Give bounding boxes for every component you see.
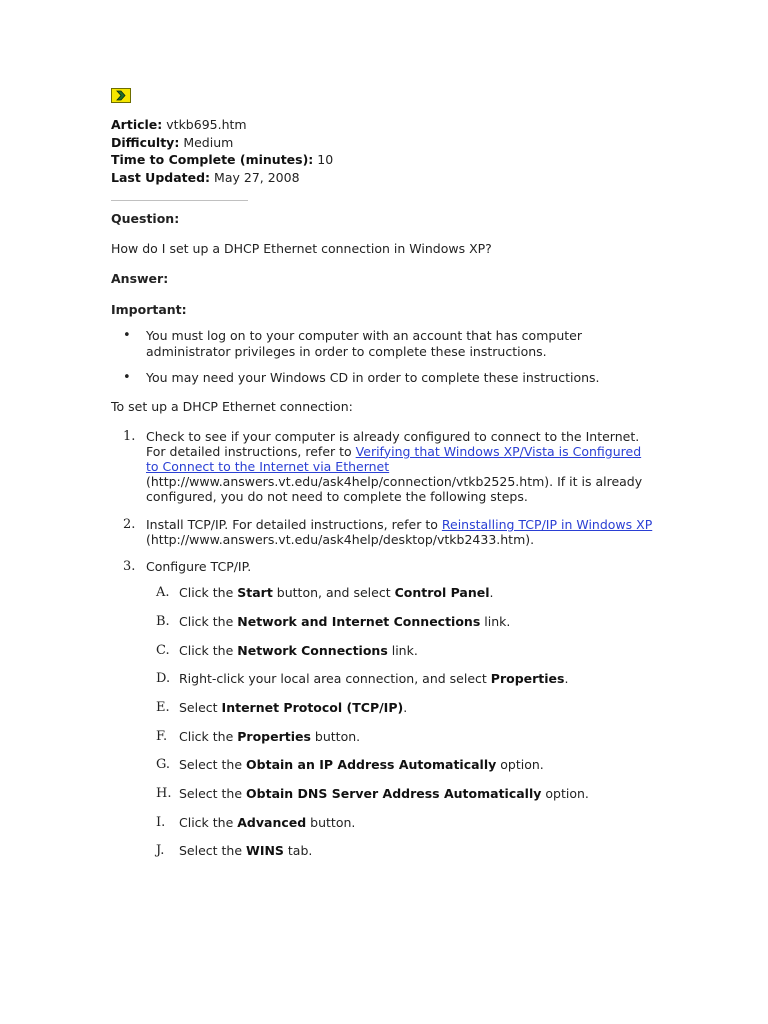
important-heading: Important: xyxy=(111,302,187,317)
substep-text: Select the xyxy=(179,757,247,773)
meta-article-label: Article: xyxy=(111,117,163,132)
substeps-list xyxy=(146,585,656,859)
substep-bold: Obtain an IP Address Automatically xyxy=(246,757,497,773)
divider xyxy=(111,200,248,201)
meta-difficulty xyxy=(111,134,671,152)
substep-bold: Control Panel xyxy=(394,585,490,601)
substep-text: . xyxy=(403,699,408,715)
list-item xyxy=(111,370,616,386)
step-2 xyxy=(111,517,656,547)
substep-b xyxy=(146,614,656,630)
substep-text: Click the xyxy=(179,642,238,658)
substep-bold: Start xyxy=(237,585,273,601)
substep-bold: Properties xyxy=(490,671,565,687)
step-text: Configure TCP/IP. xyxy=(146,558,252,574)
list-item xyxy=(111,328,616,359)
substep-text: Click the xyxy=(179,585,238,601)
meta-article xyxy=(111,116,671,134)
substep-text: Select the xyxy=(179,785,247,801)
substep-i xyxy=(146,815,656,831)
answer-heading: Answer: xyxy=(111,271,169,286)
steps-list xyxy=(111,429,671,860)
meta-updated xyxy=(111,169,671,187)
substep-text: Select xyxy=(179,699,222,715)
bullet-icon: • xyxy=(123,328,131,343)
question-heading: Question: xyxy=(111,211,180,226)
meta-difficulty-value: Medium xyxy=(183,134,234,150)
substep-text: Click the xyxy=(179,728,238,744)
meta-article-value: vtkb695.htm xyxy=(166,117,247,132)
substep-text: button, and select xyxy=(272,585,395,601)
substep-letter: C. xyxy=(156,642,170,658)
substep-letter: D. xyxy=(156,671,171,687)
substep-d xyxy=(146,671,656,687)
substep-c xyxy=(146,643,656,659)
question-text: How do I set up a DHCP Ethernet connection in Windows XP? xyxy=(111,241,492,256)
step-text-pre: Install TCP/IP. For detailed instructions, refer to xyxy=(146,516,442,532)
substep-text: Click the xyxy=(179,613,238,629)
link-verifying-windows[interactable]: Verifying that Windows XP/Vista is Configured to Connect to the Internet via Ethernet xyxy=(146,443,642,474)
step-number: 1. xyxy=(123,428,136,444)
substep-j xyxy=(146,843,656,859)
meta-difficulty-label: Difficulty: xyxy=(111,134,180,150)
arrow-badge-icon xyxy=(111,88,131,103)
substep-a xyxy=(146,585,656,601)
link-reinstalling-tcpip[interactable]: Reinstalling TCP/IP in Windows XP xyxy=(441,516,653,532)
substep-bold: Properties xyxy=(237,728,311,744)
substep-g xyxy=(146,757,656,773)
substep-text: option. xyxy=(541,785,589,801)
substep-bold: WINS xyxy=(246,843,284,859)
substep-bold: Network and Internet Connections xyxy=(237,613,481,629)
substep-letter: E. xyxy=(156,699,170,715)
step-3 xyxy=(111,559,656,859)
substep-f xyxy=(146,729,656,745)
substep-text: option. xyxy=(496,757,544,773)
substep-text: Select the xyxy=(179,843,247,859)
meta-updated-label: Last Updated: xyxy=(111,169,211,185)
meta-time xyxy=(111,151,671,169)
meta-time-label: Time to Complete (minutes): xyxy=(111,152,314,167)
substep-bold: Obtain DNS Server Address Automatically xyxy=(246,785,542,801)
substep-text: tab. xyxy=(283,843,313,859)
bullet-text: You may need your Windows CD in order to complete these instructions. xyxy=(146,370,600,385)
substep-text: . xyxy=(489,585,494,601)
step-text-pre: Check to see if your computer is already configured to connect to the Internet. For detailed instructions, refer to xyxy=(146,428,640,459)
substep-e xyxy=(146,700,656,716)
substep-bold: Advanced xyxy=(237,814,307,830)
substep-text: Right-click your local area connection, and select xyxy=(179,671,491,687)
meta-updated-value: May 27, 2008 xyxy=(214,169,300,185)
substep-letter: J. xyxy=(156,843,165,859)
substep-letter: I. xyxy=(156,814,166,830)
substep-letter: G. xyxy=(156,757,171,773)
substep-text: link. xyxy=(480,613,511,629)
step-number: 3. xyxy=(123,558,136,574)
meta-time-value: 10 xyxy=(317,152,334,167)
bullet-icon: • xyxy=(123,370,131,385)
substep-letter: H. xyxy=(156,785,172,801)
substep-letter: B. xyxy=(156,613,170,629)
substep-bold: Internet Protocol (TCP/IP) xyxy=(221,699,404,715)
step-text-post: (http://www.answers.vt.edu/ask4help/desktop/vtkb2433.htm). xyxy=(146,531,535,547)
substep-text: Click the xyxy=(179,814,238,830)
step-1 xyxy=(111,429,656,505)
step-text-post: (http://www.answers.vt.edu/ask4help/connection/vtkb2525.htm). If it is already configured, you do not need to complete the following steps. xyxy=(146,474,643,505)
substep-letter: A. xyxy=(156,585,170,601)
step-number: 2. xyxy=(123,516,136,532)
substep-text: button. xyxy=(310,728,361,744)
substep-bold: Network Connections xyxy=(237,642,388,658)
bullet-text: You must log on to your computer with an account that has computer administrator privileges in order to complete these instructions. xyxy=(146,328,582,359)
substep-letter: F. xyxy=(156,728,168,744)
substep-text: link. xyxy=(387,642,418,658)
important-list xyxy=(111,328,671,386)
substep-text: . xyxy=(564,671,569,687)
substep-h xyxy=(146,786,656,802)
substep-text: button. xyxy=(306,814,356,830)
intro-text: To set up a DHCP Ethernet connection: xyxy=(111,398,353,414)
article-page xyxy=(111,88,671,872)
